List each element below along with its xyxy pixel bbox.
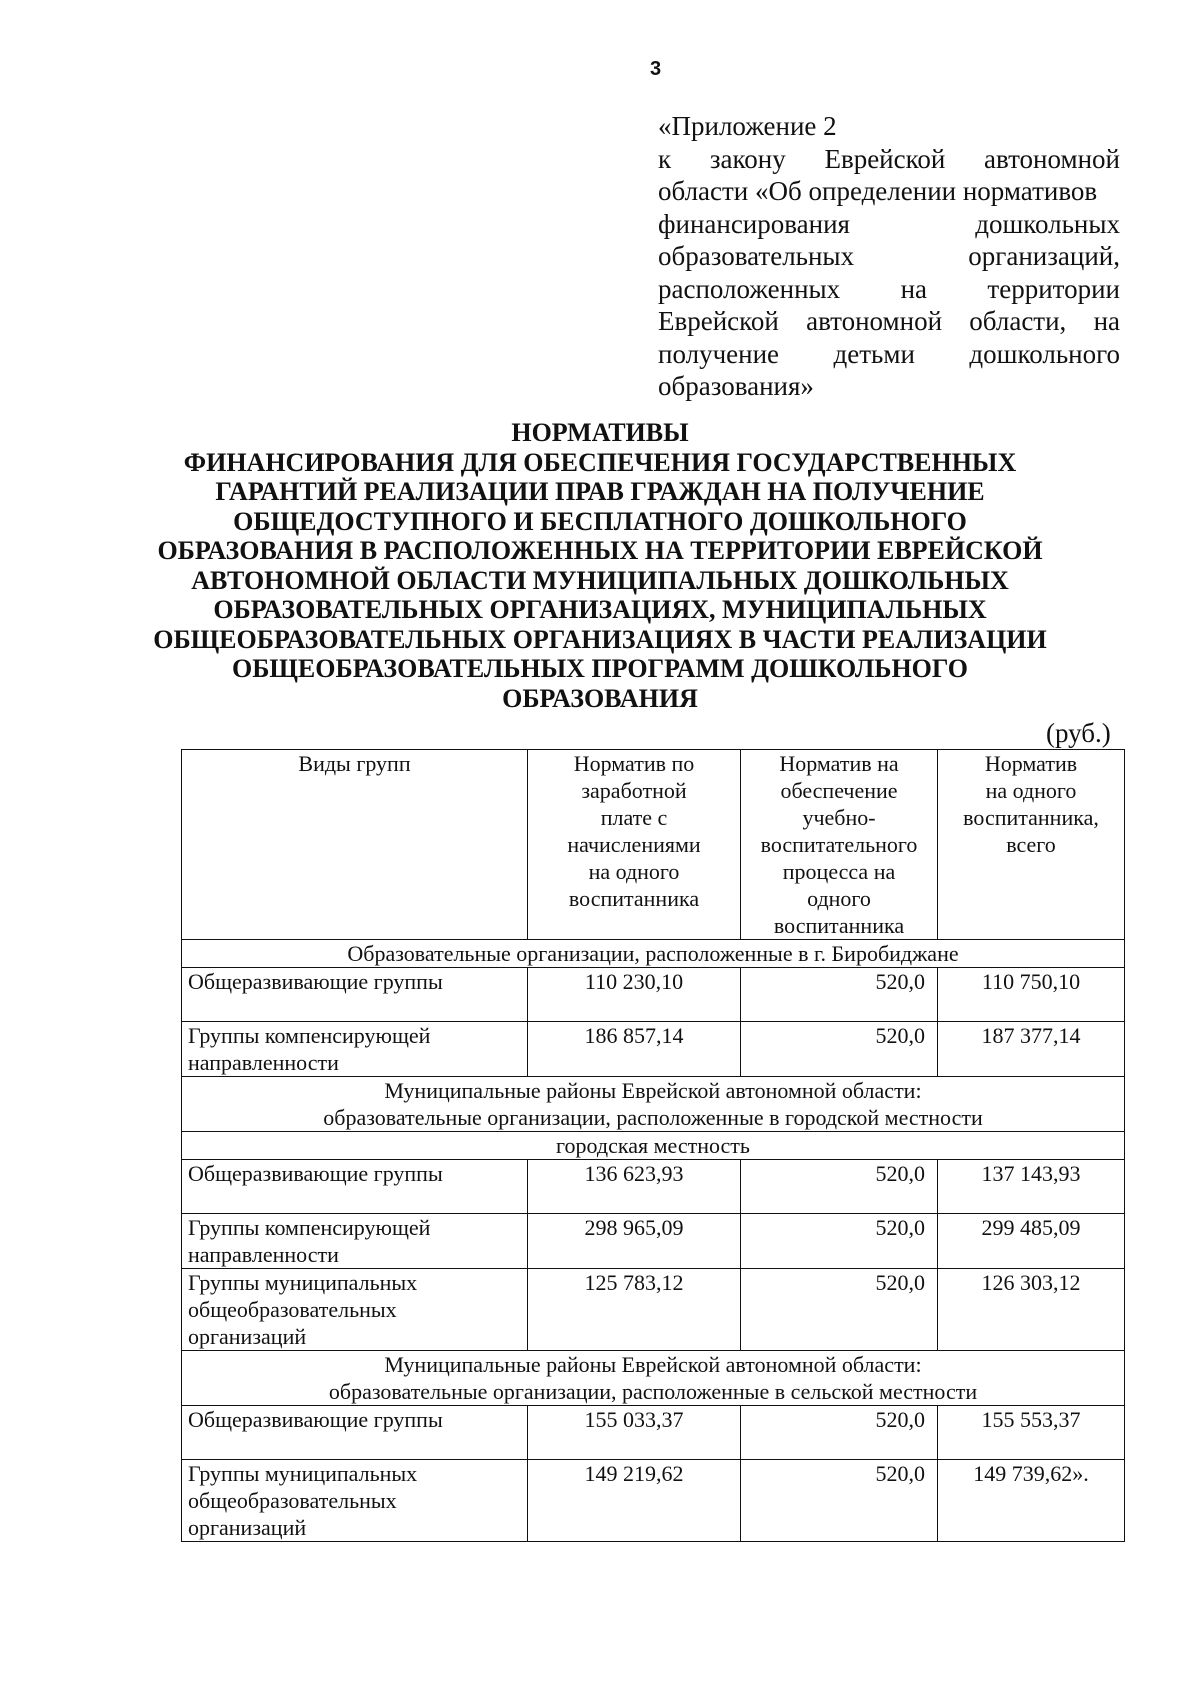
table-header-cell — [182, 750, 528, 940]
appendix-word: Еврейской — [824, 143, 946, 174]
header-line: начислениями — [567, 832, 701, 857]
group-type-line: Группы муниципальных — [188, 1270, 418, 1295]
appendix-line — [658, 273, 1120, 306]
section-title-cell — [182, 1351, 1125, 1406]
appendix-word: финансирования — [658, 208, 850, 239]
table-header-cell — [938, 750, 1125, 940]
document-subtitle-line: ГАРАНТИЙ РЕАЛИЗАЦИИ ПРАВ ГРАЖДАН НА ПОЛУЧЕНИЕ — [215, 477, 985, 506]
currency-note: (руб.) — [1046, 718, 1111, 748]
process-norm-cell: 520,0 — [741, 1214, 938, 1269]
group-type-cell — [182, 968, 528, 1022]
header-line: Норматив по — [573, 751, 695, 776]
header-line: Норматив — [984, 751, 1078, 776]
appendix-word: образования» — [658, 371, 814, 401]
table-row — [182, 1022, 1125, 1077]
total-norm-cell: 126 303,12 — [938, 1269, 1125, 1351]
document-heading — [150, 418, 1050, 713]
table-section-row — [182, 1077, 1125, 1132]
appendix-word: закону — [709, 143, 786, 174]
table-header-row — [182, 750, 1125, 940]
section-title-line: образовательные организации, расположенные в городской местности — [323, 1105, 983, 1130]
table-subsection-row — [182, 1132, 1125, 1160]
process-norm-cell: 520,0 — [741, 1269, 938, 1351]
appendix-word: организаций, — [968, 241, 1120, 271]
norms-table — [181, 749, 1125, 1542]
group-type-line: Группы компенсирующей — [188, 1023, 431, 1048]
appendix-line — [658, 143, 1120, 176]
header-line: Норматив на — [779, 751, 899, 776]
salary-norm-cell: 125 783,12 — [528, 1269, 741, 1351]
salary-norm-cell: 186 857,14 — [528, 1022, 741, 1077]
group-type-line: Общеразвивающие группы — [188, 1161, 443, 1186]
appendix-word: получение — [658, 338, 780, 369]
document-subtitle-line: ОБРАЗОВАТЕЛЬНЫХ ОРГАНИЗАЦИЯХ, МУНИЦИПАЛЬНЫХ — [213, 595, 987, 624]
salary-norm-cell: 149 219,62 — [528, 1460, 741, 1542]
appendix-word: образовательных — [658, 241, 855, 271]
header-line: плате с — [600, 805, 668, 830]
group-type-cell — [182, 1460, 528, 1542]
page-number: 3 — [650, 58, 662, 80]
total-norm-cell: 110 750,10 — [938, 968, 1125, 1022]
appendix-line — [658, 240, 1120, 273]
table-section-row — [182, 940, 1125, 968]
appendix-word: Еврейской — [658, 306, 779, 336]
appendix-line — [658, 208, 1120, 241]
process-norm-cell: 520,0 — [741, 968, 938, 1022]
total-norm-cell: 137 143,93 — [938, 1160, 1125, 1214]
document-subtitle-line: ОБЩЕДОСТУПНОГО И БЕСПЛАТНОГО ДОШКОЛЬНОГО — [233, 506, 967, 536]
total-norm-cell: 155 553,37 — [938, 1406, 1125, 1460]
group-type-cell — [182, 1406, 528, 1460]
header-line: воспитанника — [773, 913, 905, 938]
group-type-line: Общеразвивающие группы — [188, 1407, 443, 1432]
section-title-line: Муниципальные районы Еврейской автономной области: — [384, 1352, 922, 1377]
section-title-line: Образовательные организации, расположенные в г. Биробиджане — [347, 941, 959, 966]
salary-norm-cell: 136 623,93 — [528, 1160, 741, 1214]
document-subtitle-line: ОБЩЕОБРАЗОВАТЕЛЬНЫХ ОРГАНИЗАЦИЯХ В ЧАСТИ РЕАЛИЗАЦИИ — [153, 624, 1047, 654]
group-type-cell — [182, 1022, 528, 1077]
salary-norm-cell: 155 033,37 — [528, 1406, 741, 1460]
document-subtitle-line: ОБЩЕОБРАЗОВАТЕЛЬНЫХ ПРОГРАММ ДОШКОЛЬНОГО — [231, 654, 969, 683]
appendix-line — [658, 110, 1120, 143]
appendix-word: расположенных — [658, 273, 841, 304]
header-line: на одного — [985, 778, 1077, 803]
table-header-cell — [741, 750, 938, 940]
appendix-word: территории — [987, 273, 1120, 304]
appendix-word: области, — [969, 306, 1067, 336]
group-type-line: общеобразовательных — [188, 1297, 397, 1322]
header-line: учебно- — [802, 805, 876, 830]
total-norm-cell: 149 739,62». — [938, 1460, 1125, 1542]
appendix-line — [658, 305, 1120, 338]
process-norm-cell: 520,0 — [741, 1022, 938, 1077]
table-row — [182, 968, 1125, 1022]
appendix-word: области «Об определении нормативов — [658, 176, 1098, 206]
table-row — [182, 1214, 1125, 1269]
total-norm-cell: 187 377,14 — [938, 1022, 1125, 1077]
group-type-line: общеобразовательных — [188, 1488, 397, 1513]
header-line: обеспечение — [780, 778, 898, 803]
table-header-cell — [528, 750, 741, 940]
appendix-reference — [658, 110, 1120, 403]
salary-norm-cell: 298 965,09 — [528, 1214, 741, 1269]
header-line: Виды групп — [298, 751, 411, 776]
process-norm-cell: 520,0 — [741, 1160, 938, 1214]
document-subtitle-line: ФИНАНСИРОВАНИЯ ДЛЯ ОБЕСПЕЧЕНИЯ ГОСУДАРСТВЕННЫХ — [183, 447, 1017, 477]
section-title-line: Муниципальные районы Еврейской автономной области: — [384, 1078, 922, 1103]
appendix-word: детьми — [833, 338, 915, 369]
group-type-line: организаций — [188, 1515, 307, 1540]
subsection-title-cell: городская местность — [182, 1132, 1125, 1160]
table-row — [182, 1460, 1125, 1542]
group-type-cell — [182, 1160, 528, 1214]
group-type-line: Группы компенсирующей — [188, 1215, 431, 1240]
appendix-word: автономной — [806, 306, 943, 336]
header-line: всего — [1006, 832, 1056, 857]
process-norm-cell: 520,0 — [741, 1460, 938, 1542]
appendix-word: автономной — [984, 143, 1120, 174]
section-title-cell — [182, 1077, 1125, 1132]
header-line: заработной — [581, 778, 687, 803]
document-title: НОРМАТИВЫ — [511, 418, 689, 447]
header-line: воспитательного — [760, 832, 918, 857]
appendix-word: на — [900, 273, 928, 304]
group-type-cell — [182, 1214, 528, 1269]
group-type-line: направленности — [188, 1050, 339, 1075]
salary-norm-cell: 110 230,10 — [528, 968, 741, 1022]
total-norm-cell: 299 485,09 — [938, 1214, 1125, 1269]
section-title-line: образовательные организации, расположенные в сельской местности — [328, 1379, 978, 1404]
appendix-word: дошкольного — [969, 338, 1120, 369]
group-type-line: организаций — [188, 1324, 307, 1349]
appendix-word: дошкольных — [975, 208, 1120, 239]
header-line: одного — [807, 886, 871, 911]
header-line: процесса на — [782, 859, 896, 884]
table-section-row — [182, 1351, 1125, 1406]
group-type-line: Общеразвивающие группы — [188, 969, 443, 994]
group-type-line: Группы муниципальных — [188, 1461, 418, 1486]
document-subtitle-line: АВТОНОМНОЙ ОБЛАСТИ МУНИЦИПАЛЬНЫХ ДОШКОЛЬНЫХ — [191, 565, 1009, 595]
document-subtitle-line: ОБРАЗОВАНИЯ — [502, 683, 698, 713]
appendix-word: к — [658, 143, 672, 174]
process-norm-cell: 520,0 — [741, 1406, 938, 1460]
appendix-word: «Приложение 2 — [658, 111, 837, 141]
table-row — [182, 1160, 1125, 1214]
table-row — [182, 1406, 1125, 1460]
group-type-cell — [182, 1269, 528, 1351]
group-type-line: направленности — [188, 1242, 339, 1267]
appendix-word: на — [1093, 306, 1120, 336]
section-title-cell — [182, 940, 1125, 968]
appendix-line — [658, 175, 1120, 208]
table-row — [182, 1269, 1125, 1351]
appendix-line — [658, 370, 1120, 403]
header-line: на одного — [588, 859, 680, 884]
header-line: воспитанника — [568, 886, 700, 911]
document-subtitle-line: ОБРАЗОВАНИЯ В РАСПОЛОЖЕННЫХ НА ТЕРРИТОРИИ ЕВРЕЙСКОЙ — [157, 536, 1043, 565]
appendix-line — [658, 338, 1120, 371]
header-line: воспитанника, — [963, 805, 1099, 830]
